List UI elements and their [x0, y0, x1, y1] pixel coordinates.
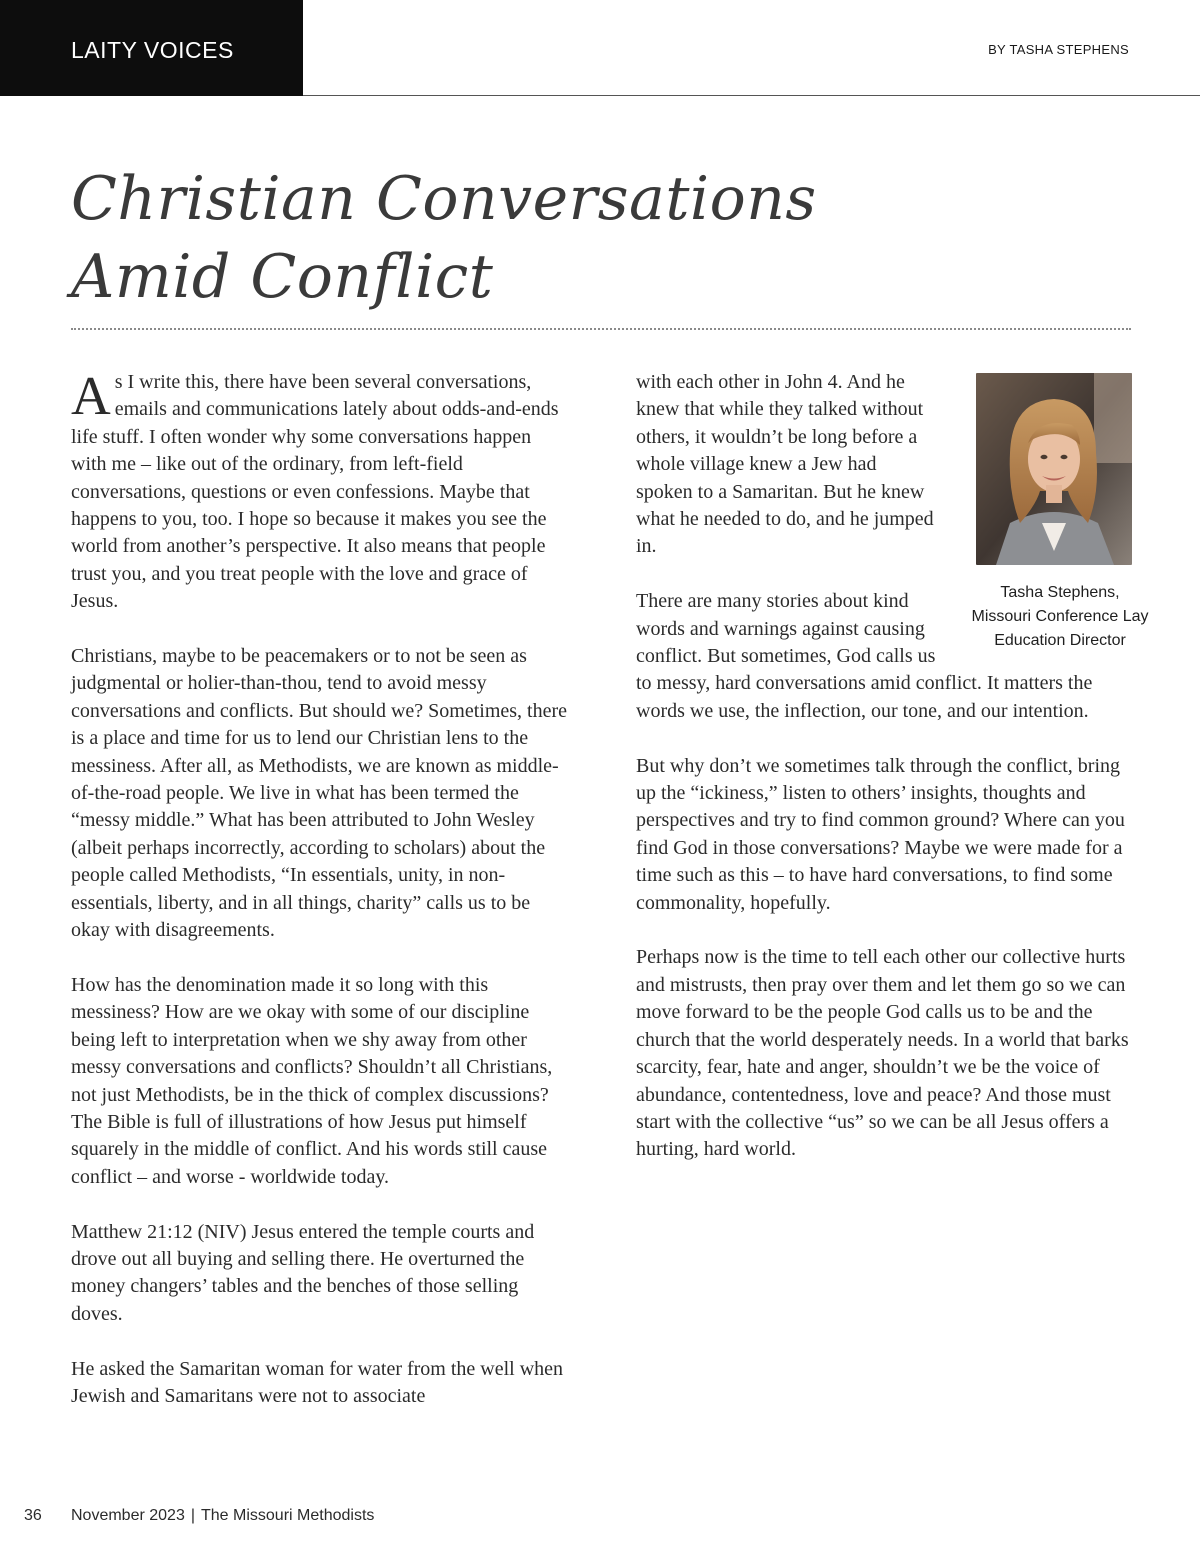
author-photo — [976, 373, 1132, 565]
photo-caption: Tasha Stephens, Missouri Conference Lay Education Director — [971, 584, 1149, 649]
article-column-right — [636, 369, 1149, 1191]
issue-date: November 2023 — [71, 1507, 185, 1524]
title-divider — [71, 328, 1131, 330]
paragraph: Matthew 21:12 (NIV) Jesus entered the temple courts and drove out all buying and selling there. He overturned the money changers’ tables and the benches of those selling doves. — [71, 1220, 535, 1325]
paragraph-text: s I write this, there have been several conversations, emails and communications lately about odds-and-ends life stuff. I often wonder why some conversations happen with me – like out of the ordinary, from left-field conversations, questions or even confessions. Maybe that happens to you, too. I hope so because it makes you see the world from another’s perspective. It also means that people trust you, and you treat people with the love and grace of Jesus. — [71, 371, 559, 613]
paragraph: How has the denomination made it so long with this messiness? How are we okay with some of our discipline being left to interpretation when we shy away from other messy conversations and conflicts? Shouldn’t all Christians, not just Methodists, be in the thick of complex discussions? The Bible is full of illustrations of how Jesus put himself squarely in the middle of conflict. And his words still cause conflict – and worse - worldwide today. — [71, 973, 553, 1188]
paragraph: But why don’t we sometimes talk through the conflict, bring up the “ickiness,” listen to others’ insights, thoughts and perspectives and try to find common ground? Where can you find God in those conversations? Maybe we were made for a time such as this – to have hard conversations, to find some commonality, hopefully. — [636, 754, 1125, 914]
title-line-1: Christian Conversations — [71, 164, 817, 234]
footer-separator: | — [190, 1507, 195, 1524]
author-photo-block — [971, 373, 1149, 653]
publication-name: The Missouri Methodists — [201, 1507, 375, 1524]
page-footer — [24, 1507, 374, 1525]
drop-cap: A — [71, 365, 111, 426]
paragraph: He asked the Samaritan woman for water from the well when Jewish and Samaritans were not to associate — [71, 1357, 564, 1407]
article-title — [71, 160, 1131, 316]
article-column-left — [71, 365, 568, 1438]
paragraph: Christians, maybe to be peacemakers or to not be seen as judgmental or holier-than-thou, tend to avoid messy conversations and conflicts. But should we? Sometimes, there is a place and time for us to lend our Christian lens to the messiness. After all, as Methodists, we are known as middle-of-the-road people. We live in what has been termed the “messy middle.” What has been attributed to John Wesley (albeit perhaps incorrectly, according to scholars) about the people called Methodists, “In essentials, unity, in non-essentials, liberty, and in all things, charity” calls us to be okay with disagreements. — [71, 645, 568, 942]
section-label: LAITY VOICES — [71, 37, 234, 63]
paragraph — [71, 365, 567, 616]
header-rule — [303, 95, 1200, 96]
paragraph: Perhaps now is the time to tell each other our collective hurts and mistrusts, then pray over them and let them go so we can move forward to be the people God calls us to be and the church that the world desperately needs. In a world that barks scarcity, fear, hate and anger, shouldn’t we be the voice of abundance, contentedness, love and peace? And those must start with the collective “us” so we can be all Jesus offers a hurting, hard world. — [636, 946, 1129, 1161]
section-tag — [0, 0, 303, 96]
paragraph: with each other in John 4. And he knew that while they talked without others, it wouldn’t be long before a whole village knew a Jew had spoken to a Samaritan. But he knew what he needed to do, and he jumped in. — [636, 371, 934, 558]
byline: BY TASHA STEPHENS — [988, 42, 1129, 57]
title-line-2: Amid Conflict — [71, 242, 494, 312]
page-number: 36 — [24, 1507, 42, 1524]
paragraph: There are many stories about kind words and warnings against causing conflict. But sometimes, God calls us to messy, hard conversations amid conflict. It matters the words we use, the inflection, our tone, and our intention. — [636, 590, 1093, 722]
